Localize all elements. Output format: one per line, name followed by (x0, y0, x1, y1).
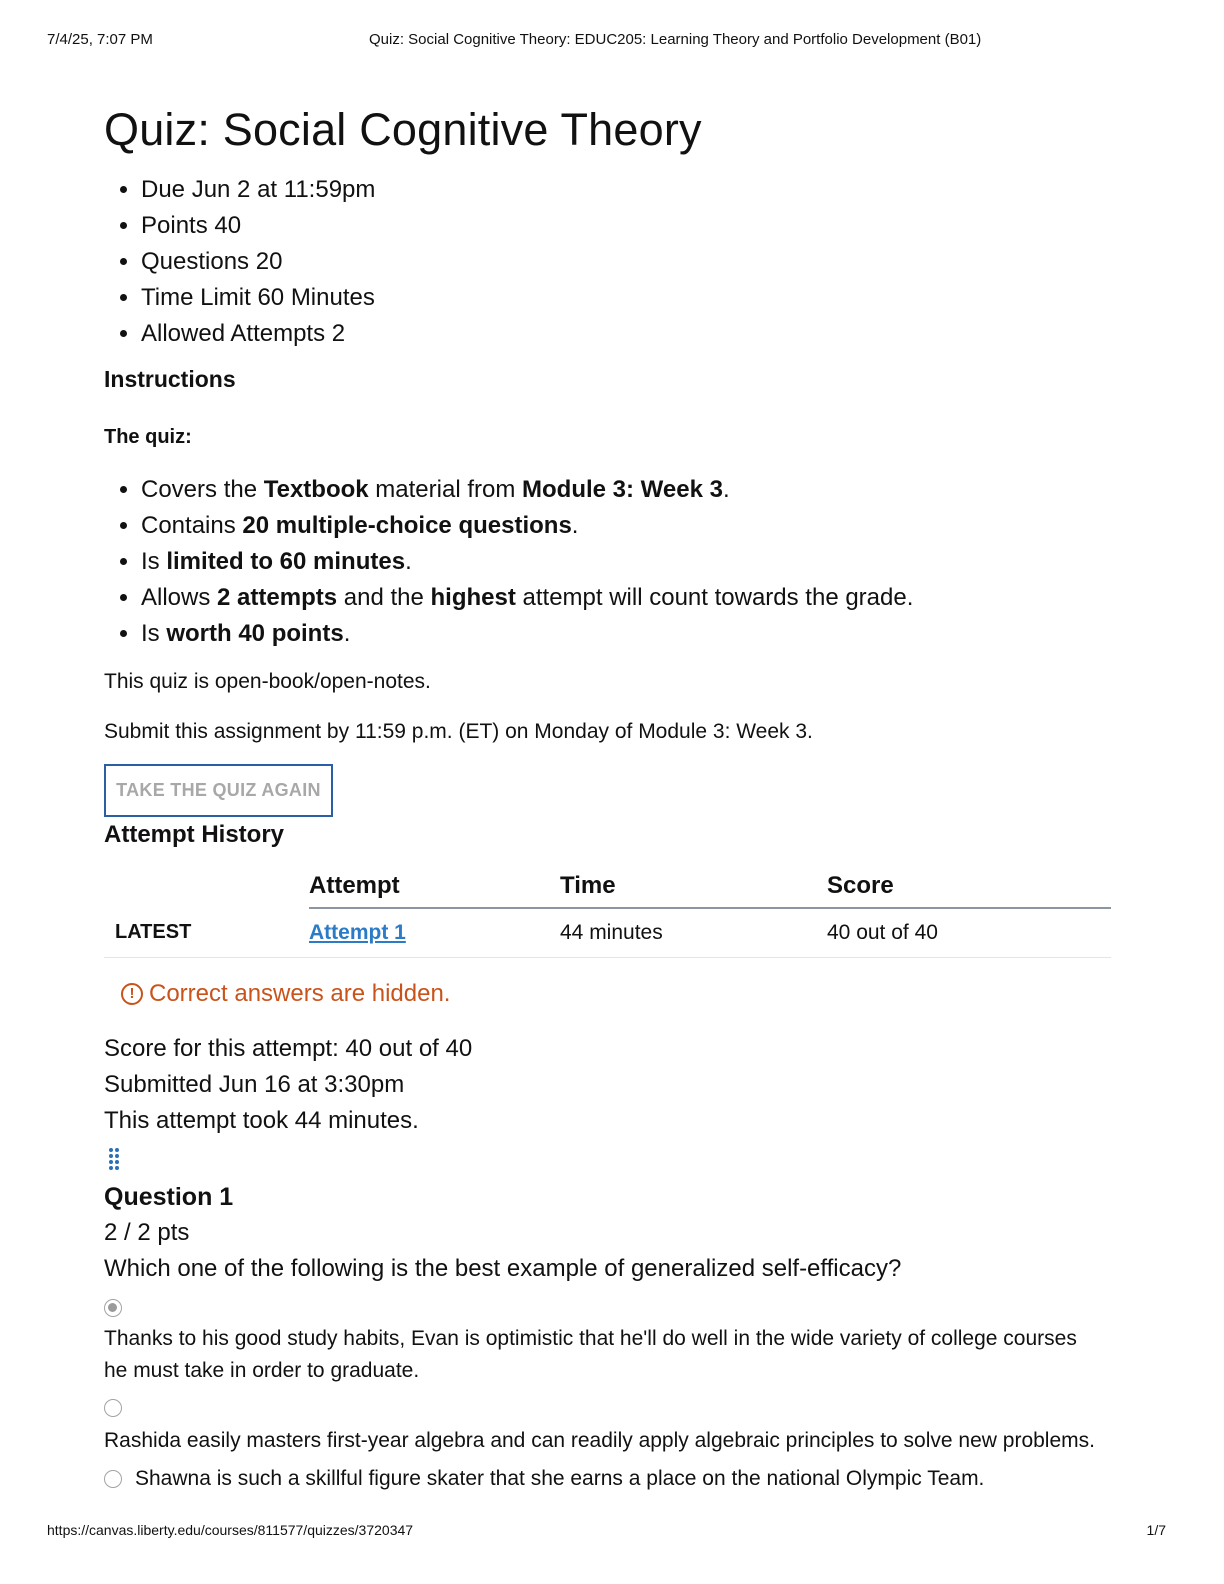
exclamation-circle-icon: ! (121, 983, 143, 1005)
rule-text: . (343, 620, 351, 647)
rule-text: Is (141, 620, 167, 647)
answer-2-text: Rashida easily masters first-year algebra and can readily apply algebraic principles to solve new problems. (104, 1429, 1095, 1453)
rule-text: material from (368, 476, 522, 503)
print-page-title: Quiz: Social Cognitive Theory: EDUC205: Learning Theory and Portfolio Development (B01) (369, 31, 982, 48)
print-datetime: 7/4/25, 7:07 PM (47, 31, 153, 48)
rule-emphasis: Module 3: Week 3 (522, 476, 723, 503)
print-url: https://canvas.liberty.edu/courses/811577/quizzes/3720347 (47, 1522, 414, 1538)
answer-3-radio[interactable] (104, 1470, 122, 1488)
attempt-1-link[interactable]: Attempt 1 (309, 921, 406, 944)
answer-3-text: Shawna is such a skillful figure skater that she earns a place on the national Olympic Team. (135, 1467, 985, 1491)
instructions-rules-list (104, 472, 1114, 652)
instruction-rule (141, 508, 1114, 544)
answer-1-radio-row (104, 1299, 1114, 1317)
open-book-note: This quiz is open-book/open-notes. (104, 670, 431, 693)
meta-due: • Due Jun 2 at 11:59pm (141, 172, 1114, 208)
rule-text: . (405, 548, 412, 575)
submit-deadline-note: Submit this assignment by 11:59 p.m. (ET) on Monday of Module 3: Week 3. (104, 720, 813, 743)
rule-emphasis: 2 attempts (217, 584, 338, 611)
rule-text: Allows (141, 584, 218, 611)
answer-1-radio[interactable] (104, 1299, 122, 1317)
attempt-duration: This attempt took 44 minutes. (104, 1107, 419, 1134)
attempt-score: 40 out of 40 (827, 908, 1111, 958)
rule-text: Covers the (141, 476, 264, 503)
question-points: 2 / 2 pts (104, 1219, 190, 1246)
question-text: Which one of the following is the best example of generalized self-efficacy? (104, 1255, 902, 1282)
meta-allowed-attempts: • Allowed Attempts 2 (141, 316, 1114, 352)
page-title: Quiz: Social Cognitive Theory (104, 104, 702, 155)
question-title: Question 1 (104, 1183, 234, 1211)
header-time: Time (560, 865, 827, 908)
answer-3-row (104, 1463, 1114, 1495)
meta-points: • Points 40 (141, 208, 1114, 244)
rule-text: . (571, 512, 579, 539)
quiz-content (104, 100, 1114, 1495)
attempt-time: 44 minutes (560, 908, 827, 958)
rule-text: Contains (141, 512, 243, 539)
drag-handle-icon[interactable] (109, 1147, 121, 1171)
instruction-rule (141, 472, 1114, 508)
instruction-rule (141, 616, 1114, 652)
rule-emphasis: highest (430, 584, 516, 611)
rule-emphasis: 20 multiple-choice questions (242, 512, 572, 539)
attempt-summary (104, 1031, 1114, 1139)
header-attempt: Attempt (309, 865, 560, 908)
header-score: Score (827, 865, 1111, 908)
instruction-rule (141, 544, 1114, 580)
rule-text: attempt will count towards the grade. (515, 584, 914, 611)
print-page-number: 1/7 (1146, 1522, 1166, 1538)
answer-2-radio[interactable] (104, 1399, 122, 1417)
table-row (104, 908, 1111, 958)
table-header-row (104, 865, 1111, 908)
rule-text: and the (337, 584, 431, 611)
meta-questions: • Questions 20 (141, 244, 1114, 280)
rule-text: . (722, 476, 730, 503)
instructions-subheading: The quiz: (104, 426, 192, 448)
alert-text: Correct answers are hidden. (149, 980, 451, 1007)
quiz-meta-list (104, 172, 1114, 352)
latest-label: LATEST (104, 908, 309, 958)
rule-emphasis: worth 40 points (166, 620, 344, 647)
attempt-score-summary: Score for this attempt: 40 out of 40 (104, 1035, 473, 1062)
instructions-heading: Instructions (104, 366, 236, 392)
answer-1-text: Thanks to his good study habits, Evan is optimistic that he'll do well in the wide variety of college courses he must take in order to graduate. (104, 1327, 1077, 1383)
rule-text: Is (141, 548, 167, 575)
attempt-submitted: Submitted Jun 16 at 3:30pm (104, 1071, 405, 1098)
answer-2-radio-row (104, 1399, 1114, 1417)
header-blank (104, 865, 309, 908)
attempt-history-table (104, 865, 1111, 958)
rule-emphasis: limited to 60 minutes (166, 548, 406, 575)
rule-emphasis: Textbook (263, 476, 369, 503)
take-quiz-again-button[interactable]: TAKE THE QUIZ AGAIN (104, 764, 333, 817)
correct-answers-hidden-alert (121, 979, 1114, 1009)
attempt-history-heading: Attempt History (104, 821, 285, 848)
instruction-rule (141, 580, 1114, 616)
meta-time-limit: • Time Limit 60 Minutes (141, 280, 1114, 316)
